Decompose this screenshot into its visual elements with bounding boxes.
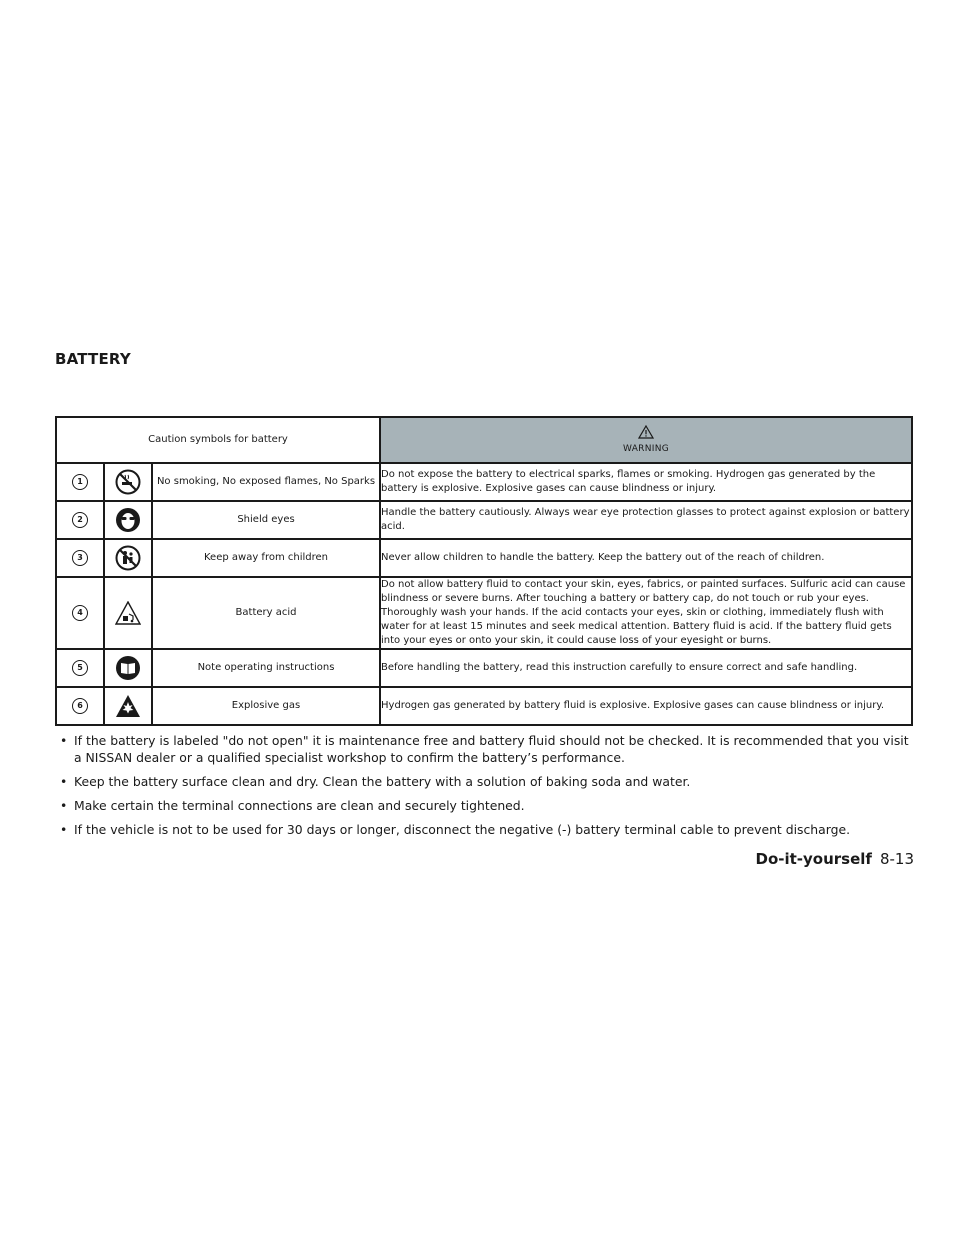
- header-warning: [380, 417, 912, 463]
- table-header-row: [56, 417, 912, 463]
- table-row: [56, 539, 912, 577]
- warning-label: WARNING: [623, 443, 670, 454]
- page-footer: [756, 850, 915, 868]
- row-label: Keep away from children: [152, 539, 380, 577]
- eye-protection-icon: [115, 507, 141, 533]
- list-item: • Keep the battery surface clean and dry. Clean the battery with a solution of baking soda and water.: [60, 773, 920, 790]
- keep-children-away-icon: [115, 545, 141, 571]
- table-row: [56, 501, 912, 539]
- row-label: No smoking, No exposed flames, No Sparks: [152, 463, 380, 501]
- list-item: • If the battery is labeled "do not open" it is maintenance free and battery fluid should not be checked. It is recommended that you visit a NISSAN dealer or a qualified specialist workshop to confirm the battery’s performance.: [60, 732, 920, 766]
- row-label: Battery acid: [152, 577, 380, 649]
- row-label: Note operating instructions: [152, 649, 380, 687]
- row-number: 6: [72, 698, 88, 714]
- list-item: • If the vehicle is not to be used for 30 days or longer, disconnect the negative (-) battery terminal cable to prevent discharge.: [60, 821, 920, 838]
- row-number: 4: [72, 605, 88, 621]
- table-row: [56, 687, 912, 725]
- no-smoking-icon: [115, 469, 141, 495]
- section-title: BATTERY: [55, 350, 131, 368]
- row-description: Before handling the battery, read this instruction carefully to ensure correct and safe handling.: [380, 649, 912, 687]
- battery-acid-icon: [115, 601, 141, 625]
- table-row: [56, 463, 912, 501]
- chapter-title: Do-it-yourself: [755, 850, 872, 868]
- row-description: Do not expose the battery to electrical sparks, flames or smoking. Hydrogen gas generated by the battery is explosive. Explosive gases can cause blindness or injury.: [380, 463, 912, 501]
- table-row: [56, 577, 912, 649]
- header-caution-symbols: Caution symbols for battery: [56, 417, 380, 463]
- table-row: [56, 649, 912, 687]
- row-label: Shield eyes: [152, 501, 380, 539]
- row-number: 5: [72, 660, 88, 676]
- battery-notes-list: [60, 732, 920, 845]
- row-label: Explosive gas: [152, 687, 380, 725]
- row-number: 1: [72, 474, 88, 490]
- list-item: • Make certain the terminal connections are clean and securely tightened.: [60, 797, 920, 814]
- warning-triangle-icon: [638, 425, 654, 439]
- row-number: 3: [72, 550, 88, 566]
- row-number: 2: [72, 512, 88, 528]
- instruction-book-icon: [115, 655, 141, 681]
- row-description: Never allow children to handle the battery. Keep the battery out of the reach of children.: [380, 539, 912, 577]
- page-number: 8-13: [879, 850, 914, 868]
- row-description: Hydrogen gas generated by battery fluid is explosive. Explosive gases can cause blindness or injury.: [380, 687, 912, 725]
- battery-caution-table: [55, 416, 913, 726]
- explosive-gas-icon: [115, 694, 141, 718]
- row-description: Do not allow battery fluid to contact your skin, eyes, fabrics, or painted surfaces. Sulfuric acid can cause blindness or severe burns. After touching a battery or battery cap, do not touch or rub your eyes. Thoroughly wash your hands. If the acid contacts your eyes, skin or clothing, immediately flush with water for at least 15 minutes and seek medical attention. Battery fluid is acid. If the battery fluid gets into your eyes or onto your skin, it could cause loss of your eyesight or burns.: [380, 577, 912, 649]
- row-description: Handle the battery cautiously. Always wear eye protection glasses to protect against explosion or battery acid.: [380, 501, 912, 539]
